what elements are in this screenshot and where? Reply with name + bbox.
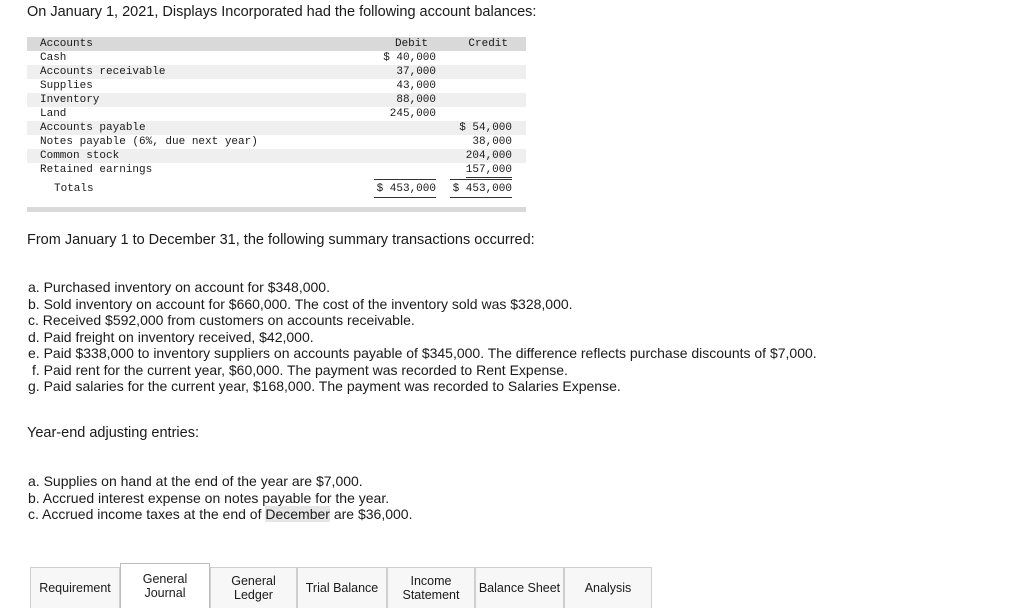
account-name: Accounts payable bbox=[40, 122, 146, 134]
adjusting-intro: Year-end adjusting entries: bbox=[27, 425, 199, 441]
header-debit: Debit bbox=[394, 38, 428, 50]
table-row bbox=[27, 93, 526, 107]
table-header-row bbox=[27, 37, 526, 51]
adjustment-a: a. Supplies on hand at the end of the year are $7,000. bbox=[28, 473, 363, 489]
totals-label: Totals bbox=[54, 183, 94, 195]
table-row bbox=[27, 135, 526, 149]
adjustments-list bbox=[28, 473, 412, 523]
adjustment-c-highlight: December bbox=[265, 506, 330, 522]
tab-balance-sheet[interactable]: Balance Sheet bbox=[475, 567, 564, 608]
totals-credit: $ 453,000 bbox=[450, 179, 512, 198]
account-name: Retained earnings bbox=[40, 164, 153, 176]
debit-value: 43,000 bbox=[396, 80, 436, 92]
transaction-b: b. Sold inventory on account for $660,000. The cost of the inventory sold was $328,000. bbox=[28, 295, 573, 312]
credit-value: 38,000 bbox=[472, 136, 512, 148]
transaction-a: a. Purchased inventory on account for $348,000. bbox=[28, 279, 330, 295]
account-name: Supplies bbox=[40, 80, 93, 92]
transaction-e: e. Paid $338,000 to inventory suppliers on accounts payable of $345,000. The difference reflects purchase discounts of $7,000. bbox=[28, 345, 817, 361]
intro-text: On January 1, 2021, Displays Incorporated had the following account balances: bbox=[27, 4, 537, 20]
tab-income-statement[interactable]: Income Statement bbox=[387, 567, 475, 608]
table-row bbox=[27, 149, 526, 163]
tab-bar bbox=[30, 563, 652, 613]
adjustment-c-prefix: c. Accrued income taxes at the end of bbox=[28, 506, 266, 522]
table-row bbox=[27, 107, 526, 121]
tab-trial-balance[interactable]: Trial Balance bbox=[297, 567, 387, 608]
table-row bbox=[27, 163, 526, 177]
header-credit: Credit bbox=[468, 38, 508, 50]
totals-debit: $ 453,000 bbox=[374, 179, 436, 198]
credit-value: $ 54,000 bbox=[459, 122, 512, 134]
account-name: Inventory bbox=[40, 94, 100, 106]
adjustment-c bbox=[28, 506, 412, 523]
account-name: Common stock bbox=[40, 150, 120, 162]
debit-value: $ 40,000 bbox=[383, 52, 436, 64]
credit-value: 204,000 bbox=[465, 150, 512, 162]
transactions-list bbox=[28, 279, 817, 395]
tab-general-journal[interactable]: General Journal bbox=[120, 563, 210, 608]
transaction-f: f. Paid rent for the current year, $60,000. The payment was recorded to Rent Expense. bbox=[32, 361, 568, 378]
adjustment-b: b. Accrued interest expense on notes payable for the year. bbox=[28, 489, 390, 506]
tab-analysis[interactable]: Analysis bbox=[564, 567, 652, 608]
account-name: Accounts receivable bbox=[40, 66, 166, 78]
credit-value: 157,000 bbox=[465, 164, 512, 176]
debit-value: 245,000 bbox=[389, 108, 436, 120]
debit-value: 88,000 bbox=[396, 94, 436, 106]
account-name: Cash bbox=[40, 52, 67, 64]
totals-row bbox=[27, 179, 526, 199]
transaction-g: g. Paid salaries for the current year, $168,000. The payment was recorded to Salaries Expense. bbox=[28, 378, 621, 394]
table-row bbox=[27, 79, 526, 93]
account-name: Notes payable (6%, due next year) bbox=[40, 136, 258, 148]
table-bottom-border bbox=[27, 207, 526, 212]
debit-value: 37,000 bbox=[396, 66, 436, 78]
account-name: Land bbox=[40, 108, 67, 120]
table-row bbox=[27, 121, 526, 135]
tab-requirement[interactable]: Requirement bbox=[30, 567, 120, 608]
transaction-d: d. Paid freight on inventory received, $42,000. bbox=[28, 328, 314, 345]
header-accounts: Accounts bbox=[40, 38, 93, 50]
adjustment-c-suffix: are $36,000. bbox=[329, 506, 413, 522]
table-row bbox=[27, 51, 526, 65]
account-balances-table bbox=[27, 37, 526, 212]
tab-general-ledger[interactable]: General Ledger bbox=[210, 567, 297, 608]
summary-intro: From January 1 to December 31, the following summary transactions occurred: bbox=[27, 232, 535, 248]
table-row bbox=[27, 65, 526, 79]
transaction-c: c. Received $592,000 from customers on accounts receivable. bbox=[28, 312, 415, 328]
